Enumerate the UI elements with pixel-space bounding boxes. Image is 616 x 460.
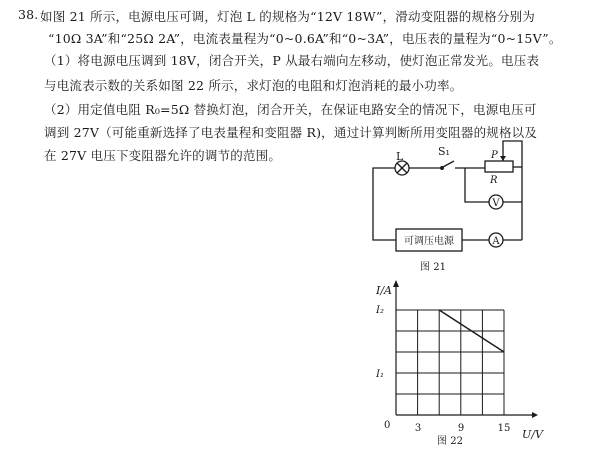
origin-label: 0 [384, 420, 391, 431]
x-tick-15: 15 [497, 423, 511, 434]
figure-21-caption: 图 21 [420, 262, 446, 273]
x-tick-9: 9 [457, 423, 465, 434]
x-tick-3: 3 [414, 423, 422, 434]
voltmeter-label: V [492, 198, 500, 209]
problem-text-line-2: “10Ω 3A”和“25Ω 2A”，电流表量程为“0~0.6A”和“0~3A”，电压表的量程为“0~15V”。 [48, 31, 562, 46]
problem-text-line-1: 如图 21 所示，电源电压可调，灯泡 L 的规格为“12V 18W”，滑动变阻器的规格分别为 [40, 9, 535, 24]
problem-text-line-5: （2）用定值电阻 R₀=5Ω 替换灯泡，闭合开关，在保证电路安全的情况下，电源电压可 [44, 102, 537, 117]
problem-number: 38. [18, 7, 39, 22]
problem-text-line-6: 调到 27V（可能重新选择了电表量程和变阻器 R)，通过计算判断所用变阻器的规格以及 [44, 125, 538, 140]
power-supply-label: 可调压电源 [404, 236, 454, 247]
y-axis-arrow-icon [393, 280, 399, 287]
problem-text-line-3: （1）将电源电压调到 18V，闭合开关，P 从最右端向左移动，使灯泡正常发光。电压表 [44, 53, 540, 68]
y-tick-i2: I₂ [376, 305, 384, 316]
problem-text-line-4: 与电流表示数的关系如图 22 所示，求灯泡的电阻和灯泡消耗的最小功率。 [44, 78, 463, 93]
y-axis-label: I/A [376, 284, 392, 297]
rheostat-label: R [490, 175, 498, 186]
ammeter-label: A [492, 236, 500, 247]
y-tick-i1: I₁ [376, 369, 384, 380]
figure-22-caption: 图 22 [437, 436, 463, 447]
lamp-label: L [396, 150, 404, 163]
x-axis-arrow-icon [532, 412, 538, 418]
switch-label: S₁ [438, 145, 450, 158]
x-axis-label: U/V [522, 428, 543, 441]
slider-label: P [491, 150, 498, 161]
problem-text-line-7: 在 27V 电压下变阻器允许的调节的范围。 [44, 148, 282, 163]
